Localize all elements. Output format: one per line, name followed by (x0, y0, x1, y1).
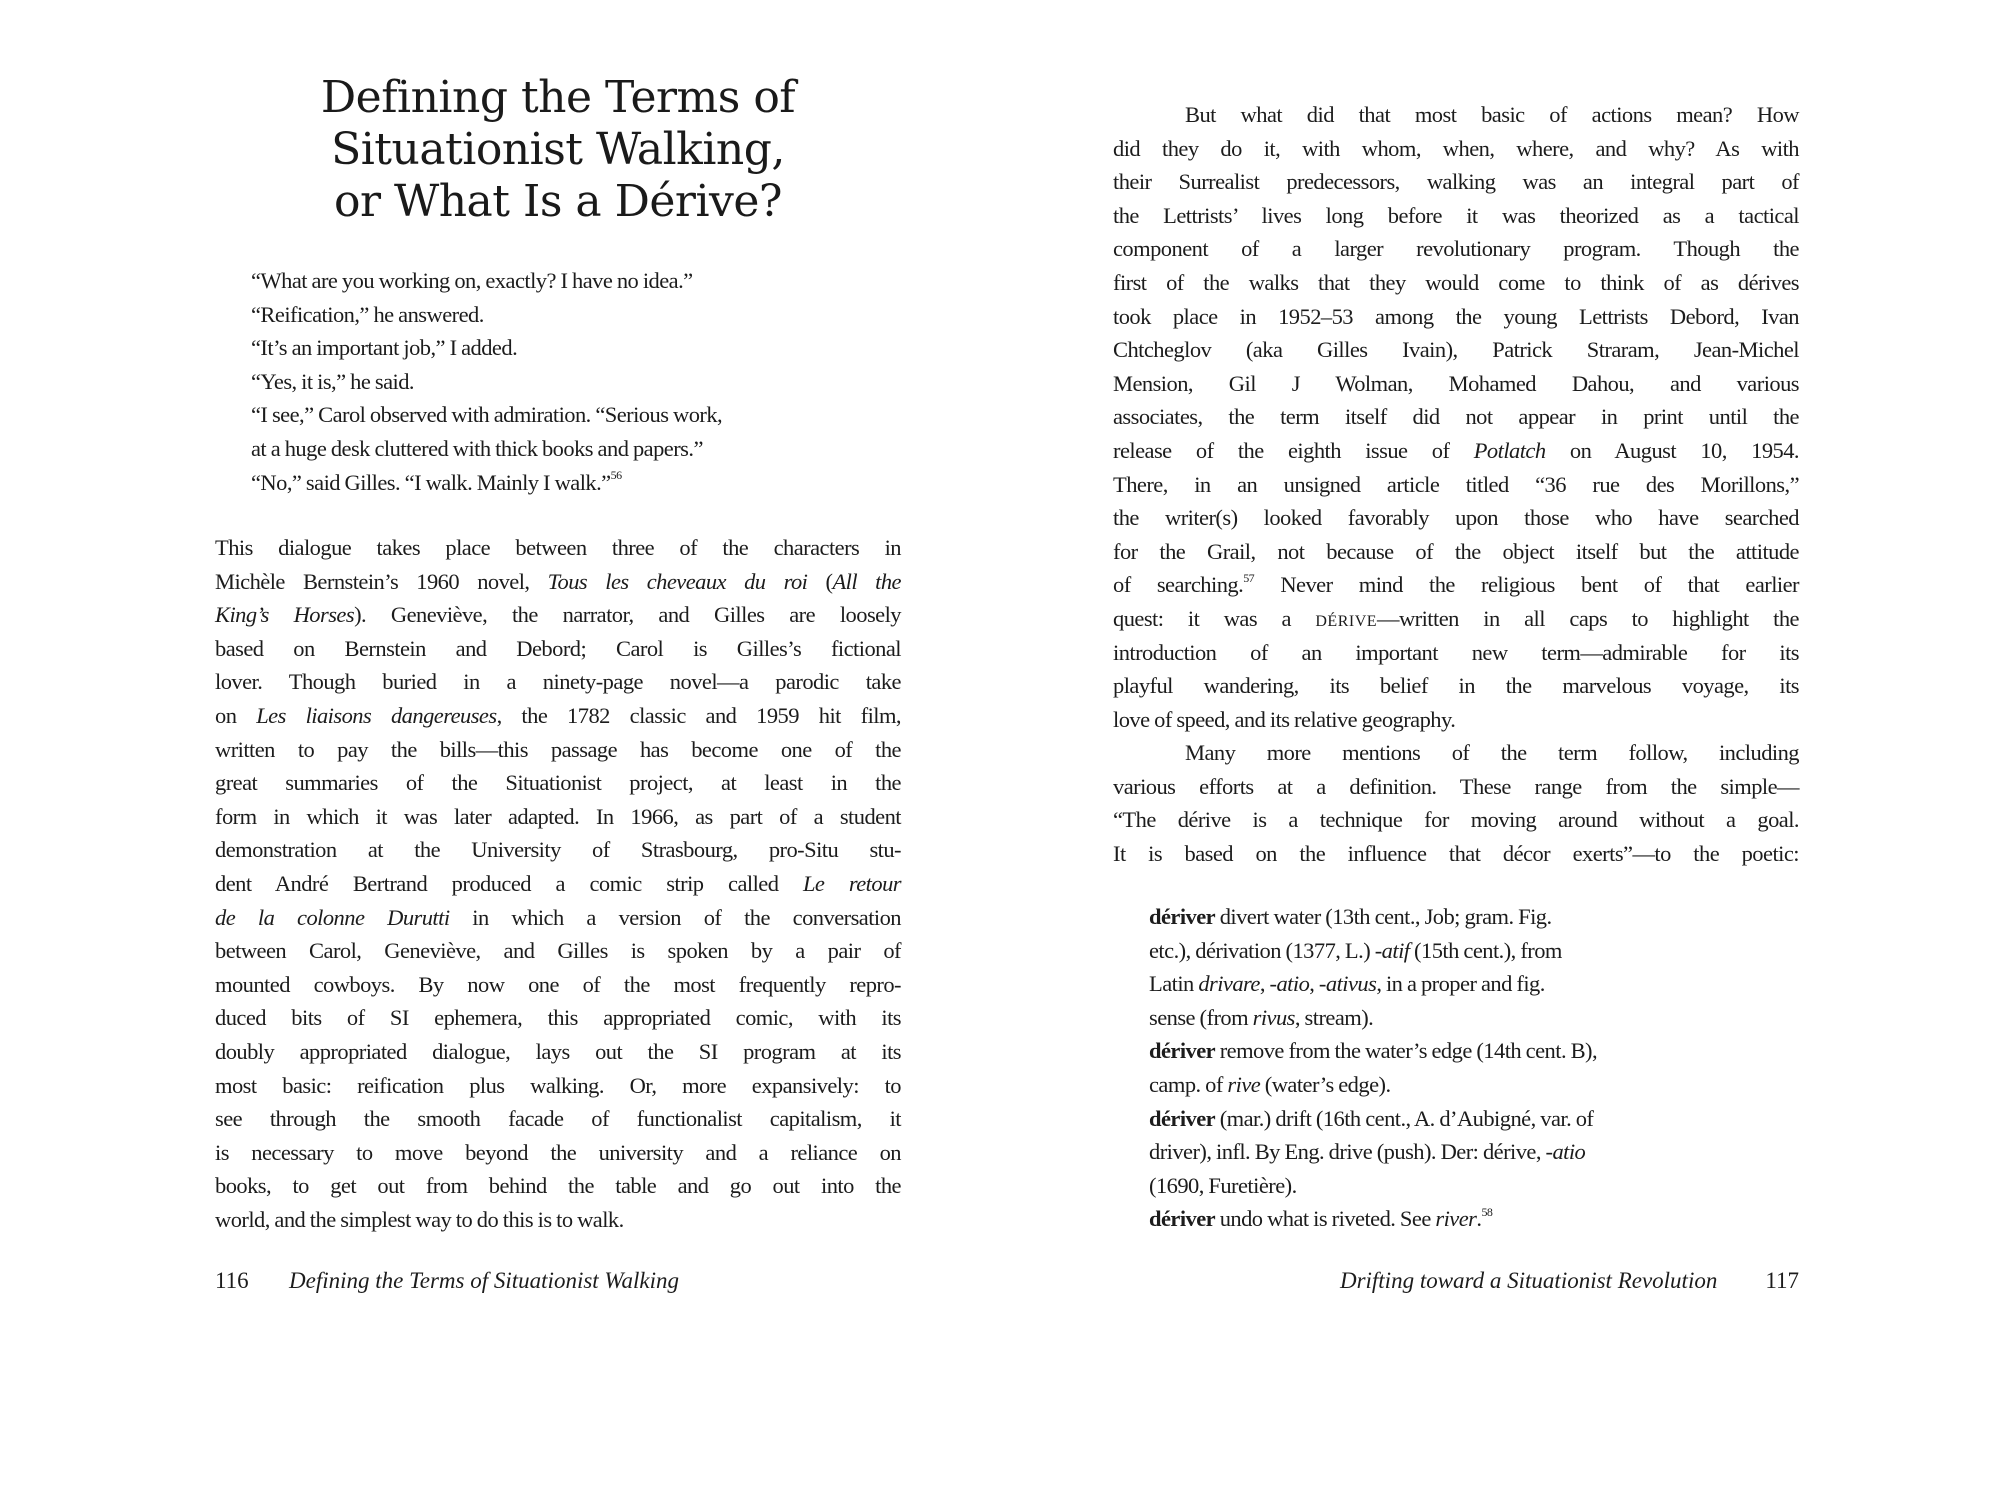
left-page (215, 0, 901, 1500)
text-run: love of speed, and its relative geography. (1113, 706, 1456, 732)
text-run: Mension, Gil J Wolman, Mohamed Dahou, and various (1113, 370, 1799, 396)
text-run: , - (1259, 971, 1277, 997)
text-line (1113, 165, 1799, 199)
left-page-footer (215, 1264, 679, 1298)
text-run: based on Bernstein and Debord; Carol is Gilles’s fictional (215, 635, 901, 661)
text-line (1113, 132, 1799, 166)
text-run: first of the walks that they would come to think of as dérives (1113, 269, 1799, 295)
footnote-marker: 58 (1481, 1204, 1493, 1219)
text-line (215, 1136, 901, 1170)
text-run: duced bits of SI ephemera, this appropriated comic, with its (215, 1005, 901, 1031)
text-line (215, 565, 901, 599)
title-line: Defining the Terms of (320, 72, 796, 123)
dialogue-line (251, 432, 901, 466)
right-page (1113, 0, 1799, 1500)
italic-text: Potlatch (1473, 437, 1546, 463)
text-line (1113, 199, 1799, 233)
text-run: Michèle Bernstein’s 1960 novel, (215, 568, 548, 594)
text-line (1149, 967, 1799, 1001)
text-line (1113, 736, 1799, 770)
footnote-marker: 56 (610, 468, 622, 483)
text-run: This dialogue takes place between three of the characters in (215, 535, 901, 560)
text-line (1149, 1102, 1799, 1136)
epigraph-dialogue (251, 264, 901, 499)
dialogue-line (251, 398, 901, 432)
text-run: component of a larger revolutionary program. Though the (1113, 236, 1799, 262)
text-run: in which a version of the conversation (449, 904, 902, 930)
text-line (215, 766, 901, 800)
text-line (215, 1102, 901, 1136)
text-line (215, 531, 901, 565)
title-line: or What Is a Dérive? (333, 176, 783, 227)
text-line (215, 934, 901, 968)
dialogue-text: “Yes, it is,” he said. (251, 368, 414, 394)
text-line (215, 833, 901, 867)
chapter-title (215, 72, 901, 228)
text-run: demonstration at the University of Strasbourg, pro-Situ stu- (215, 837, 901, 863)
text-line (215, 632, 901, 666)
text-run: form in which it was later adapted. In 1966, as part of a student (215, 803, 901, 829)
italic-text: King’s Horses (215, 602, 355, 628)
text-run: quest: it was a (1113, 605, 1316, 631)
dialogue-line (251, 331, 901, 365)
dialogue-text: at a huge desk cluttered with thick books and papers.” (251, 435, 703, 461)
text-run: undo what is riveted. See (1215, 1206, 1436, 1232)
headword: dériver (1149, 1105, 1216, 1131)
text-run: release of the eighth issue of (1113, 437, 1474, 463)
text-line (1113, 568, 1799, 602)
text-run: between Carol, Geneviève, and Gilles is spoken by a pair of (215, 938, 901, 964)
footnote-marker: 57 (1243, 570, 1255, 585)
page-number: 117 (1765, 1268, 1799, 1293)
text-line (215, 800, 901, 834)
text-run: of searching. (1113, 572, 1244, 598)
italic-text: river (1435, 1206, 1477, 1232)
dialogue-line (251, 264, 901, 298)
text-run: for the Grail, not because of the object itself but the attitude (1113, 538, 1799, 564)
text-line (1149, 1001, 1799, 1035)
italic-text: atio (1552, 1139, 1586, 1165)
text-run: It is based on the influence that décor exerts”—to the poetic: (1113, 841, 1799, 867)
text-line (1113, 300, 1799, 334)
text-line (215, 699, 901, 733)
italic-text: ativus (1325, 971, 1377, 997)
text-run: But what did that most basic of actions mean? How (1185, 102, 1799, 127)
text-line (1113, 669, 1799, 703)
text-line (215, 1035, 901, 1069)
italic-text: All the (832, 568, 901, 594)
text-run: the writer(s) looked favorably upon those who have searched (1113, 505, 1799, 531)
italic-text: atif (1381, 937, 1410, 963)
text-run: did they do it, with whom, when, where, and why? As with (1113, 135, 1799, 161)
text-run: . (1476, 1206, 1482, 1232)
text-run: sense (from (1149, 1004, 1253, 1030)
text-run: , in a proper and fig. (1376, 971, 1545, 997)
text-line (1113, 367, 1799, 401)
text-run: playful wandering, its belief in the marvelous voyage, its (1113, 673, 1799, 699)
text-run: lover. Though buried in a ninety-page novel—a parodic take (215, 669, 901, 695)
text-line (1113, 468, 1799, 502)
text-line (215, 1169, 901, 1203)
text-run: is necessary to move beyond the university and a reliance on (215, 1139, 901, 1165)
text-run: camp. of (1149, 1071, 1228, 1097)
text-run: ). Geneviève, the narrator, and Gilles are loosely (354, 602, 902, 628)
text-run: great summaries of the Situationist project, at least in the (215, 770, 901, 796)
text-run: on (215, 702, 257, 728)
definition-block (1149, 900, 1799, 1236)
text-run: (1690, Furetière). (1149, 1172, 1297, 1198)
text-run: doubly appropriated dialogue, lays out the SI program at its (215, 1038, 901, 1064)
text-line (215, 1203, 901, 1237)
running-head: Drifting toward a Situationist Revolution (1339, 1268, 1718, 1293)
text-run: world, and the simplest way to do this is to walk. (215, 1206, 624, 1232)
text-run: most basic: reification plus walking. Or, more expansively: to (215, 1072, 901, 1098)
text-line (1149, 934, 1799, 968)
left-body-text (215, 531, 901, 1236)
text-line (215, 968, 901, 1002)
headword: dériver (1149, 904, 1216, 929)
text-run: ( (807, 568, 833, 594)
text-line (1113, 602, 1799, 636)
text-run: see through the smooth facade of functionalist capitalism, it (215, 1106, 901, 1132)
text-line (1149, 1169, 1799, 1203)
text-run: —written in all caps to highlight the (1377, 605, 1799, 631)
text-run: introduction of an important new term—admirable for its (1113, 639, 1799, 665)
text-line (1113, 837, 1799, 871)
italic-text: rive (1227, 1071, 1261, 1097)
text-line (1113, 535, 1799, 569)
text-line (1149, 1068, 1799, 1102)
text-line (1149, 1202, 1799, 1236)
text-line (1113, 266, 1799, 300)
text-run: remove from the water’s edge (14th cent. B), (1215, 1038, 1598, 1064)
small-caps-term: dérive (1315, 605, 1378, 631)
text-run: driver), infl. By Eng. drive (push). Der: dérive, - (1149, 1139, 1553, 1165)
text-run: , - (1309, 971, 1326, 997)
text-line (215, 598, 901, 632)
dialogue-text: “I see,” Carol observed with admiration. “Serious work, (251, 402, 723, 428)
dialogue-text: “What are you working on, exactly? I have no idea.” (251, 268, 693, 293)
text-line (1113, 636, 1799, 670)
text-run: etc.), dérivation (1377, L.) - (1149, 937, 1382, 963)
text-run: (15th cent.), from (1409, 937, 1562, 963)
running-head: Defining the Terms of Situationist Walking (289, 1268, 679, 1293)
text-line (1113, 770, 1799, 804)
text-line (1113, 333, 1799, 367)
text-line (215, 733, 901, 767)
text-line (1149, 900, 1799, 934)
text-line (1113, 703, 1799, 737)
text-run: written to pay the bills—this passage has become one of the (215, 736, 901, 762)
text-run: dent André Bertrand produced a comic strip called (215, 870, 803, 896)
italic-text: de la colonne Durutti (215, 904, 450, 930)
text-run: mounted cowboys. By now one of the most frequently repro- (215, 971, 901, 997)
text-run: took place in 1952–53 among the young Lettrists Debord, Ivan (1113, 303, 1799, 329)
text-run: the Lettrists’ lives long before it was theorized as a tactical (1113, 202, 1799, 228)
text-run: “The dérive is a technique for moving around without a goal. (1113, 807, 1799, 833)
text-line (215, 665, 901, 699)
italic-text: Les liaisons dangereuses (256, 702, 497, 728)
text-run: (water’s edge). (1260, 1071, 1391, 1097)
text-line (1113, 400, 1799, 434)
text-run: There, in an unsigned article titled “36 rue des Morillons,” (1113, 471, 1799, 497)
text-run: associates, the term itself did not appear in print until the (1113, 404, 1799, 430)
text-line (1149, 1034, 1799, 1068)
dialogue-line (251, 365, 901, 399)
text-run: , the 1782 classic and 1959 hit film, (496, 702, 901, 728)
italic-text: atio (1276, 971, 1310, 997)
text-line (1113, 434, 1799, 468)
text-line (215, 1069, 901, 1103)
text-run: Chtcheglov (aka Gilles Ivain), Patrick Straram, Jean-Michel (1113, 337, 1799, 363)
right-body-text (1113, 98, 1799, 871)
text-run: Never mind the religious bent of that earlier (1254, 572, 1800, 598)
text-line (215, 867, 901, 901)
text-line (1113, 98, 1799, 132)
text-run: books, to get out from behind the table and go out into the (215, 1173, 901, 1199)
text-line (1149, 1135, 1799, 1169)
text-run: Latin (1149, 971, 1199, 997)
right-page-footer (1340, 1264, 1799, 1298)
text-run: Many more mentions of the term follow, including (1185, 740, 1799, 766)
text-line (1113, 803, 1799, 837)
dialogue-text: “No,” said Gilles. “I walk. Mainly I walk.” (251, 469, 611, 495)
dialogue-line (251, 298, 901, 332)
title-line: Situationist Walking, (331, 124, 785, 175)
text-line (1113, 232, 1799, 266)
text-run: , stream). (1294, 1004, 1374, 1030)
italic-text: Tous les cheveaux du roi (547, 568, 808, 594)
dialogue-text: “It’s an important job,” I added. (251, 335, 518, 361)
text-line (1113, 501, 1799, 535)
text-run: their Surrealist predecessors, walking was an integral part of (1113, 169, 1799, 195)
text-line (215, 1001, 901, 1035)
page-number: 116 (215, 1268, 249, 1293)
dialogue-text: “Reification,” he answered. (251, 301, 484, 327)
text-run: various efforts at a definition. These range from the simple— (1113, 773, 1799, 799)
italic-text: Le retour (802, 870, 901, 896)
dialogue-line (251, 466, 901, 500)
text-line (215, 901, 901, 935)
italic-text: drivare (1198, 971, 1260, 997)
headword: dériver (1149, 1038, 1216, 1064)
italic-text: rivus (1252, 1004, 1295, 1030)
text-run: divert water (13th cent., Job; gram. Fig. (1215, 904, 1552, 929)
text-run: on August 10, 1954. (1545, 437, 1800, 463)
headword: dériver (1149, 1206, 1216, 1232)
text-run: (mar.) drift (16th cent., A. d’Aubigné, var. of (1215, 1105, 1594, 1131)
